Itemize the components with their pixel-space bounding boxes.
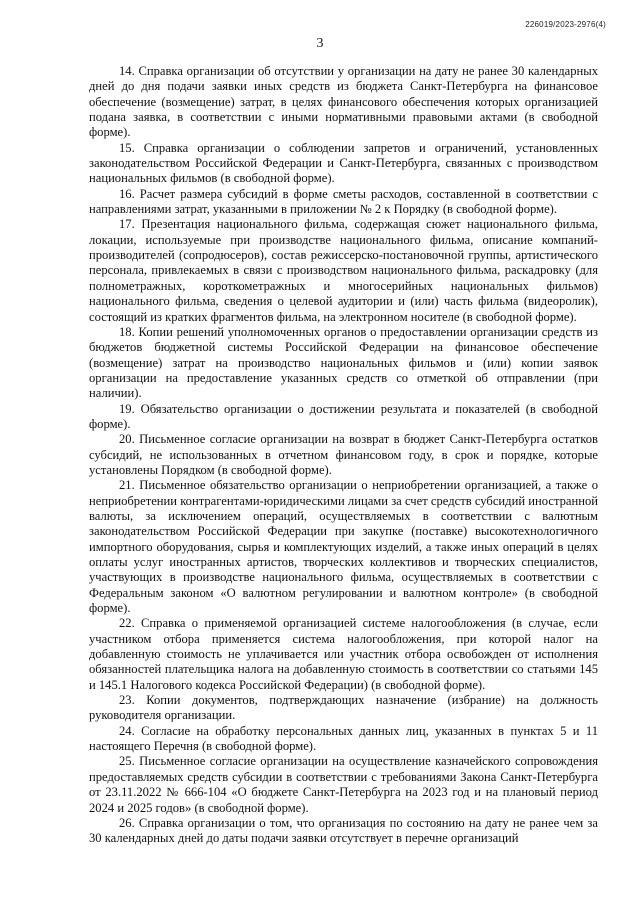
list-item-14: 14. Справка организации об отсутствии у организации на дату не ранее 30 календарных дней до дня подачи заявки иных средств из бюджета Санкт-Петербурга на финансовое обеспечение (возмещение) затрат, в целях финансового обеспечения которых организацией подана заявка, в соответствии с иными нормативными правовыми актами (в свободной форме). bbox=[89, 64, 598, 140]
list-item-20: 20. Письменное согласие организации на возврат в бюджет Санкт-Петербурга остатков субсидий, не использованных в отчетном финансовом году, в срок и порядке, которые установлены Порядком (в свободной форме). bbox=[89, 432, 598, 477]
list-item-22: 22. Справка о применяемой организацией системе налогообложения (в случае, если участником отбора применяется система налогообложения, при которой налог на добавленную стоимость не уплачивается или участник отбора освобожден от исполнения обязанностей плательщика налога на добавленную стоимость в соответствии со статьями 145 и 145.1 Налогового кодекса Российской Федерации) (в свободной форме). bbox=[89, 616, 598, 692]
list-item-16: 16. Расчет размера субсидий в форме сметы расходов, составленной в соответствии с направлениями затрат, указанными в приложении № 2 к Порядку (в свободной форме). bbox=[89, 186, 598, 217]
list-item-15: 15. Справка организации о соблюдении запретов и ограничений, установленных законодательством Российской Федерации и Санкт-Петербурга, связанных с производством национальных фильмов (в свободной форме). bbox=[89, 140, 598, 186]
list-item-19: 19. Обязательство организации о достижении результата и показателей (в свободной форме). bbox=[89, 401, 598, 431]
list-item-24: 24. Согласие на обработку персональных данных лиц, указанных в пунктах 5 и 11 настоящего Перечня (в свободной форме). bbox=[89, 723, 598, 754]
list-item-26: 26. Справка организации о том, что организация по состоянию на дату не ранее чем за 30 календарных дней до даты подачи заявки отсутствует в перечне организаций bbox=[89, 815, 598, 846]
document-body bbox=[89, 64, 598, 847]
list-item-23: 23. Копии документов, подтверждающих назначение (избрание) на должность руководителя организации. bbox=[89, 693, 598, 723]
list-item-18: 18. Копии решений уполномоченных органов о предоставлении организации средств из бюджетов бюджетной системы Российской Федерации на финансовое обеспечение (возмещение) затрат на производство национальных фильмов и (или) копии заявок организации на предоставление указанных средств со отметкой об отправлении (при наличии). bbox=[89, 324, 598, 401]
list-item-21: 21. Письменное обязательство организации о неприобретении организацией, а также о неприобретении контрагентами-юридическими лицами за счет средств субсидий иностранной валюты, за исключением операций, осуществляемых в соответствии с валютным законодательством Российской Федерации при закупке (поставке) высокотехнологичного импортного оборудования, сырья и комплектующих изделий, а также иных операций в целях оплаты услуг иностранных артистов, творческих коллективов и творческих специалистов, участвующих в производстве национального фильма, осуществляемых в соответствии с Федеральным законом «О валютном регулировании и валютном контроле» (в свободной форме). bbox=[89, 478, 598, 616]
list-item-25: 25. Письменное согласие организации на осуществление казначейского сопровождения предоставляемых средств субсидии в соответствии с требованиями Закона Санкт-Петербурга от 23.11.2022 № 666-104 «О бюджете Санкт-Петербурга на 2023 год и на плановый период 2024 и 2025 годов» (в свободной форме). bbox=[89, 754, 598, 815]
document-registration-number: 226019/2023-2976(4) bbox=[525, 20, 606, 29]
list-item-17: 17. Презентация национального фильма, содержащая сюжет национального фильма, локации, используемые при производстве национального фильма, описание компаний-производителей (сопродюсеров), состав режиссерско-постановочной группы, артистического персонала, привлекаемых в связи с производством национального фильма, раскадровку (для полнометражных, короткометражных и многосерийных национальных фильмов) национального фильма, сведения о целевой аудитории и (или) часть фильма (видеоролик), состоящий из кратких фрагментов фильма, на электронном носителе (в свободной форме). bbox=[89, 217, 598, 324]
page-number: 3 bbox=[316, 36, 324, 51]
